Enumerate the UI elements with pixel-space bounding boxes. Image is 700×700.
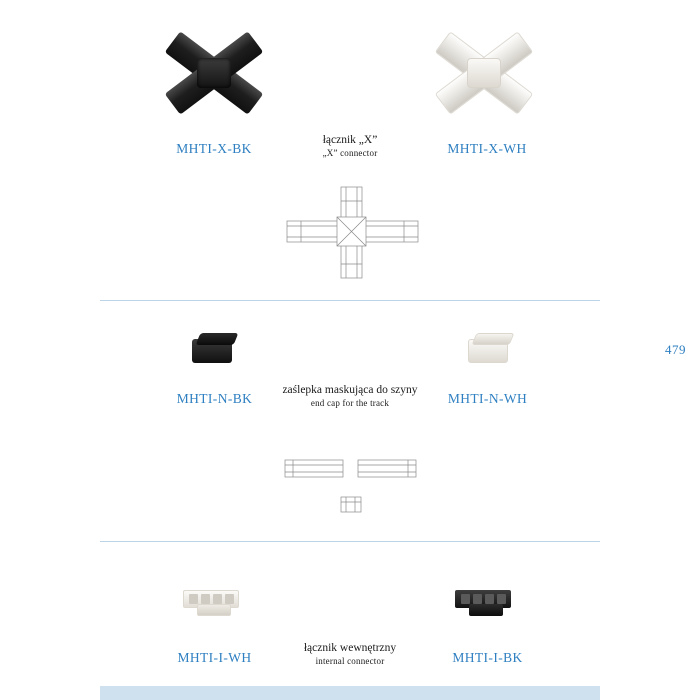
product-image-end-cap-white — [468, 333, 514, 367]
product-image-internal-connector-white — [183, 582, 249, 618]
description-pl: łącznik „X” — [322, 134, 378, 146]
product-description-end-cap — [275, 383, 425, 409]
product-image-end-cap-black — [192, 333, 238, 367]
technical-drawing-x-connector — [285, 185, 420, 285]
technical-drawing-svg — [283, 452, 423, 522]
section-divider-1 — [100, 300, 600, 301]
product-description-x-connector — [280, 133, 420, 159]
product-code-mhti-i-wh: MHTI-I-WH — [177, 650, 252, 665]
description-pl: łącznik wewnętrzny — [303, 642, 397, 654]
bottom-color-band — [100, 686, 600, 700]
section-divider-2 — [100, 541, 600, 542]
product-code-mhti-x-wh: MHTI-X-WH — [447, 141, 527, 156]
product-image-x-connector-black — [160, 32, 268, 114]
description-en: internal connector — [315, 656, 385, 666]
description-en: „X” connector — [322, 148, 378, 158]
product-code-mhti-n-wh: MHTI-N-WH — [447, 391, 528, 406]
product-code-mhti-x-bk: MHTI-X-BK — [176, 141, 252, 156]
product-code-mhti-i-bk: MHTI-I-BK — [452, 650, 523, 665]
product-image-internal-connector-black — [455, 582, 521, 618]
technical-drawing-svg — [285, 185, 420, 280]
technical-drawing-end-cap — [283, 452, 423, 527]
product-description-internal-connector — [280, 641, 420, 667]
page-number: 479 — [665, 342, 686, 357]
description-en: end cap for the track — [310, 398, 390, 408]
product-code-mhti-n-bk: MHTI-N-BK — [176, 391, 253, 406]
product-image-x-connector-white — [430, 32, 538, 114]
description-pl: zaślepka maskująca do szyny — [282, 384, 418, 396]
